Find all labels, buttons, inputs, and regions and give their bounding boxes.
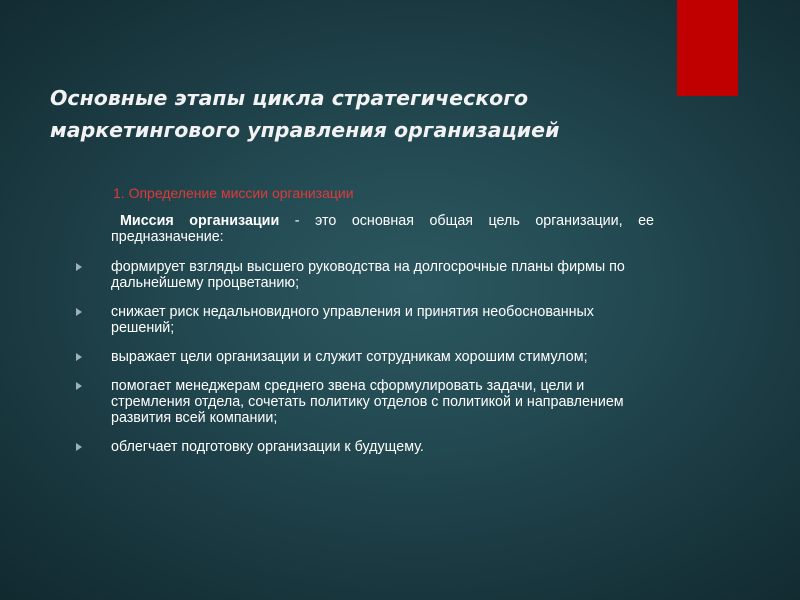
slide-title: Основные этапы цикла стратегического маркетингового управления организацией <box>50 86 560 142</box>
bullet-list <box>74 259 654 455</box>
slide-body <box>74 213 654 468</box>
bullet-text: выражает цели организации и служит сотрудникам хорошим стимулом; <box>111 349 588 365</box>
bullet-item <box>74 259 654 291</box>
bullet-text: облегчает подготовку организации к будущему. <box>111 439 424 455</box>
bullet-item <box>74 439 654 455</box>
mission-definition-text: - это основная общая цель организации, ее предназначение: <box>111 213 654 245</box>
bullet-text: формирует взгляды высшего руководства на долгосрочные планы фирмы по дальнейшему процветанию; <box>111 259 625 291</box>
bullet-item <box>74 304 654 336</box>
bullet-item <box>74 349 654 365</box>
mission-term: Миссия организации <box>120 213 280 229</box>
bullet-item <box>74 378 654 426</box>
triangle-bullet-icon <box>76 353 82 361</box>
triangle-bullet-icon <box>76 382 82 390</box>
triangle-bullet-icon <box>76 263 82 271</box>
section-subtitle: 1. Определение миссии организации <box>113 185 354 201</box>
bullet-text: помогает менеджерам среднего звена сформулировать задачи, цели и стремления отдела, сочетать политику отделов с политикой и направлением развития всей компании; <box>111 378 624 426</box>
triangle-bullet-icon <box>76 443 82 451</box>
bullet-text: снижает риск недальновидного управления и принятия необоснованных решений; <box>111 304 594 336</box>
red-accent-bar <box>677 0 738 96</box>
mission-definition <box>111 213 654 245</box>
triangle-bullet-icon <box>76 308 82 316</box>
